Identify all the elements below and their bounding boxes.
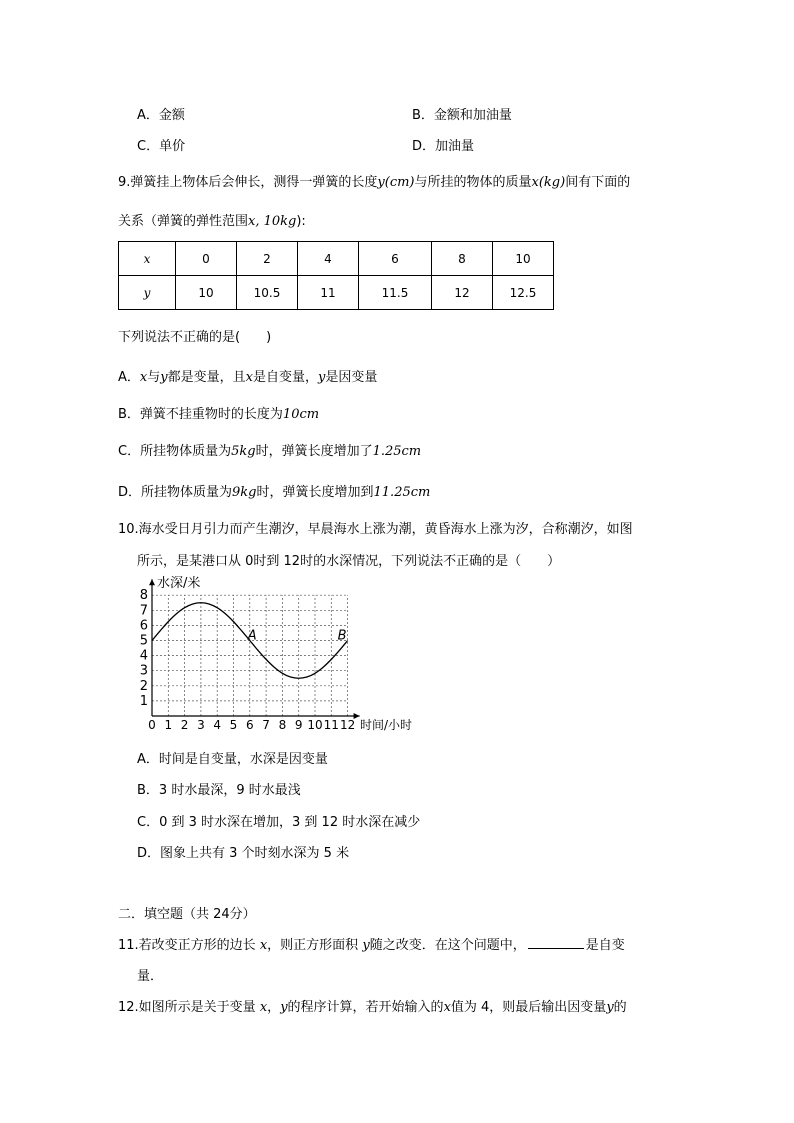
table-row-label: x xyxy=(119,242,176,276)
point-label-a: A xyxy=(247,628,257,644)
x-tick-label: 2 xyxy=(180,718,189,732)
q10-option-c: C．0 到 3 时水深在增加，3 到 12 时水深在减少 xyxy=(137,815,421,830)
x-tick-label: 9 xyxy=(294,718,303,732)
y-tick-label: 5 xyxy=(139,633,148,649)
x-tick-label: 4 xyxy=(213,718,222,732)
q10-option-a: A．时间是自变量，水深是因变量 xyxy=(137,752,328,767)
spring-data-table xyxy=(118,241,554,310)
table-row-x xyxy=(119,242,554,276)
y-tick-label: 7 xyxy=(139,603,148,619)
q9-option-a: A．x与y都是变量，且x是自变量，y是因变量 xyxy=(118,370,378,385)
table-cell: 6 xyxy=(359,242,432,276)
table-cell: 10.5 xyxy=(237,276,298,310)
x-axis-label: 时间/小时 xyxy=(360,718,413,732)
q9-option-c: C．所挂物体质量为5kg时，弹簧长度增加了1.25cm xyxy=(118,444,422,459)
table-cell: 12 xyxy=(432,276,493,310)
q11-line2: 量． xyxy=(137,969,164,984)
q10-option-d: D．图象上共有 3 个时刻水深为 5 米 xyxy=(137,846,350,861)
q12-line1: 12.如图所示是关于变量 x，y的程序计算，若开始输入的x值为 4，则最后输出因变量y的 xyxy=(118,1000,627,1015)
q9-option-b: B．弹簧不挂重物时的长度为10cm xyxy=(118,407,320,422)
x-tick-label: 6 xyxy=(245,718,254,732)
table-cell: 4 xyxy=(298,242,359,276)
tide-chart xyxy=(125,568,445,733)
q9-stem-line2: 关系（弹簧的弹性范围x, 10kg): xyxy=(118,214,306,229)
q11-line1: 11.若改变正方形的边长 x，则正方形面积 y随之改变．在这个问题中， 是自变 xyxy=(118,938,625,953)
table-cell: 0 xyxy=(176,242,237,276)
y-tick-label: 4 xyxy=(139,648,148,664)
x-tick-label: 1 xyxy=(164,718,173,732)
y-tick-label: 2 xyxy=(139,678,148,694)
q9-prompt: 下列说法不正确的是( ) xyxy=(118,330,272,345)
y-tick-label: 1 xyxy=(139,693,148,709)
q8-option-b: B．金额和加油量 xyxy=(412,108,512,123)
point-label-b: B xyxy=(337,628,347,644)
x-tick-label: 8 xyxy=(278,718,287,732)
y-axis-label: 水深/米 xyxy=(157,576,201,591)
x-tick-label: 10 xyxy=(307,718,323,732)
x-tick-label: 0 xyxy=(148,718,156,732)
q8-option-c: C．单价 xyxy=(137,139,186,154)
section-heading: 二．填空题（共 24分） xyxy=(118,907,256,922)
q10-stem-line2: 所示，是某港口从 0时到 12时的水深情况，下列说法不正确的是（ ） xyxy=(137,554,561,569)
q10-option-b: B．3 时水最深，9 时水最浅 xyxy=(137,783,301,798)
x-tick-label: 5 xyxy=(229,718,238,732)
y-axis-arrow-icon xyxy=(149,579,155,585)
x-tick-label: 7 xyxy=(262,718,270,732)
table-row-y xyxy=(119,276,554,310)
q9-stem-line1: 9.弹簧挂上物体后会伸长，测得一弹簧的长度y(cm)与所挂的物体的质量x(kg)间有下面的 xyxy=(118,175,631,190)
table-cell: 2 xyxy=(237,242,298,276)
y-tick-label: 3 xyxy=(139,663,148,679)
answer-blank[interactable] xyxy=(528,936,584,949)
table-cell: 11 xyxy=(298,276,359,310)
x-tick-label: 3 xyxy=(197,718,205,732)
table-cell: 8 xyxy=(432,242,493,276)
q9-option-d: D．所挂物体质量为9kg时，弹簧长度增加到11.25cm xyxy=(118,485,431,500)
table-cell: 10 xyxy=(493,242,554,276)
x-tick-label: 12 xyxy=(339,718,356,732)
q10-stem-line1: 10.海水受日月引力而产生潮汐，早晨海水上涨为潮，黄昏海水上涨为汐，合称潮汐，如图 xyxy=(118,522,633,537)
q8-option-a: A．金额 xyxy=(137,108,185,123)
x-tick-label: 11 xyxy=(323,718,339,732)
y-tick-label: 8 xyxy=(139,588,148,604)
table-cell: 10 xyxy=(176,276,237,310)
table-cell: 12.5 xyxy=(493,276,554,310)
table-cell: 11.5 xyxy=(359,276,432,310)
y-tick-label: 6 xyxy=(139,618,148,634)
q8-option-d: D．加油量 xyxy=(412,139,475,154)
table-row-label: y xyxy=(119,276,176,310)
